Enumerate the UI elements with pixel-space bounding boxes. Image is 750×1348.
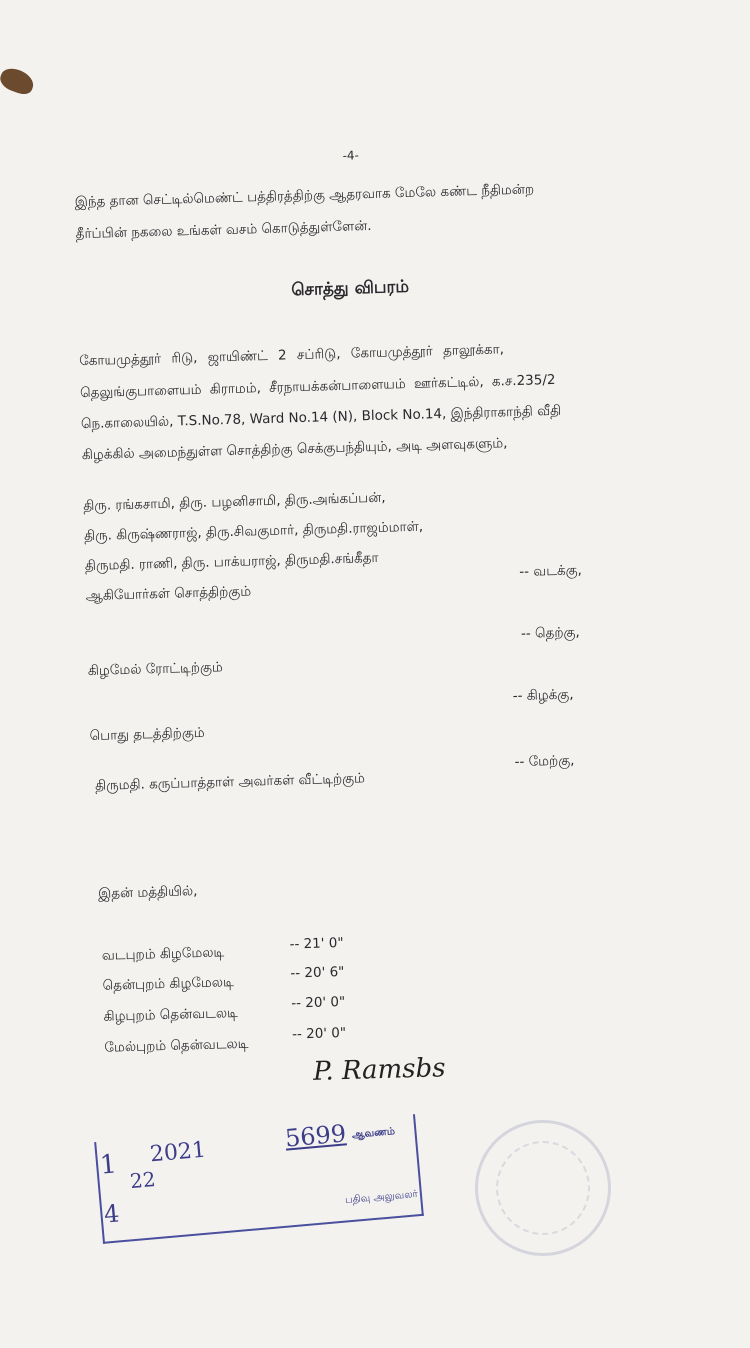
south-direction: -- தெற்கு,: [520, 624, 580, 642]
intro-line-1: இந்த தான செட்டில்மெண்ட் பத்திரத்திற்கு ஆதரவாக மேலே கண்ட நீதிமன்ற: [74, 181, 535, 211]
stamp-book: 1: [98, 1149, 118, 1181]
north-line-4: ஆகியோர்கள் சொத்திற்கும்: [85, 583, 252, 605]
intro-line-2: தீர்ப்பின் நகலை உங்கள் வசம் கொடுத்துள்ளேன்.: [75, 217, 372, 243]
stamp-sheet: 22: [129, 1166, 157, 1194]
measurement-label-4: மேல்புறம் தென்வடலடி: [104, 1035, 249, 1056]
north-line-3: திருமதி. ராணி, திரு. பாக்யராஜ், திருமதி.சங்கீதா: [84, 549, 379, 575]
north-direction: -- வடக்கு,: [519, 562, 583, 580]
north-line-1: திரு. ரங்கசாமி, திரு. பழனிசாமி, திரு.அங்கப்பன்,: [83, 489, 386, 515]
west-label: திருமதி. கருப்பாத்தாள் அவர்கள் வீட்டிற்கும்: [94, 770, 366, 794]
measurement-value-1: -- 21' 0": [289, 935, 344, 953]
east-direction: -- கிழக்கு,: [512, 686, 574, 705]
signature: P. Ramsbs: [312, 1053, 446, 1087]
stamp-page: 4: [102, 1199, 121, 1229]
description-line-4: கிழக்கில் அமைந்துள்ள சொத்திற்கு செக்குபந்தியும், அடி அளவுகளும்,: [81, 435, 508, 464]
south-label: கிழமேல் ரோட்டிற்கும்: [87, 659, 223, 680]
section-heading: சொத்து விபரம்: [291, 276, 410, 301]
measurement-label-2: தென்புறம் கிழமேலடி: [102, 974, 234, 994]
stamp-officer: பதிவு அலுவலர்: [344, 1188, 419, 1207]
measurement-value-3: -- 20' 0": [291, 993, 346, 1012]
description-line-3: நெ.காலையில், T.S.No.78, Ward No.14 (N), Block No.14, இந்திராகாந்தி வீதி: [80, 402, 562, 433]
measurement-label-1: வடபுறம் கிழமேலடி: [101, 944, 225, 964]
stamp-document-word: ஆவணம்: [351, 1126, 396, 1141]
office-seal: [475, 1120, 611, 1256]
measurement-label-3: கிழபுறம் தென்வடலடி: [103, 1004, 239, 1025]
north-line-2: திரு. கிருஷ்ணராஜ், திரு.சிவகுமார், திருமதி.ராஜம்மாள்,: [83, 518, 424, 545]
page-number: -4-: [342, 148, 360, 163]
west-direction: -- மேற்கு,: [514, 752, 575, 771]
measurement-value-4: -- 20' 0": [291, 1024, 347, 1043]
middle-label: இதன் மத்தியில்,: [97, 883, 198, 902]
stamp-year: 2021: [149, 1137, 207, 1168]
east-label: பொது தடத்திற்கும்: [89, 724, 205, 745]
measurement-value-2: -- 20' 6": [290, 964, 345, 982]
description-line-1: கோயமுத்தூர் ரிடு, ஜாயிண்ட் 2 சப்ரிடு, கோயமுத்தூர் தாலூக்கா,: [78, 341, 505, 370]
stamp-doc-number: 5699: [283, 1119, 348, 1153]
description-line-2: தெலுங்குபாளையம் கிராமம், சீரநாயக்கன்பாளையம் ஊர்கட்டில், க.ச.235/2: [79, 371, 556, 402]
